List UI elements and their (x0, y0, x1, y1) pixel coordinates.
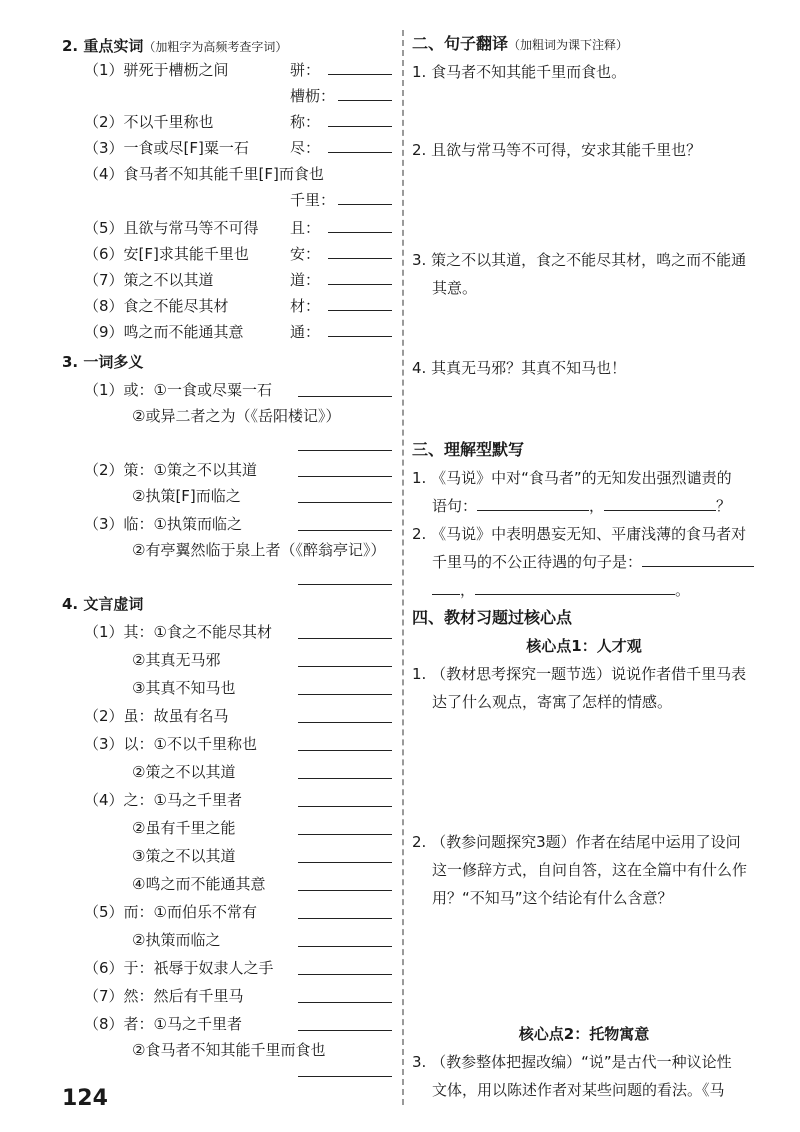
answer-blank[interactable] (298, 862, 392, 863)
answer-blank[interactable] (298, 638, 392, 639)
right-section-2-heading: 二、句子翻译（加粗词为课下注释） (412, 34, 629, 53)
s2-q5: （5）且欲与常马等不可得 (84, 219, 259, 237)
s4-r15: （8）者：①马之千里者 (84, 1015, 242, 1033)
answer-blank[interactable] (338, 100, 392, 101)
answer-blank[interactable] (328, 284, 392, 285)
exercise-q3a: 3. （教参整体把握改编）“说”是古代一种议论性 (412, 1053, 732, 1071)
s2-q7: （7）策之不以其道 (84, 271, 214, 289)
exercise-q2a: 2. （教参问题探究3题）作者在结尾中运用了设问 (412, 833, 741, 851)
answer-blank[interactable] (328, 336, 392, 337)
exercise-q2c: 用？“不知马”这个结论有什么含意？ (432, 889, 673, 907)
answer-blank[interactable] (298, 834, 392, 835)
s2-q2: （2）不以千里称也 (84, 113, 214, 131)
s4-r14: （7）然：然后有千里马 (84, 987, 244, 1005)
core-point-2: 核心点2：托物寓意 (518, 1025, 650, 1043)
s4-r12: ②执策而临之 (132, 931, 221, 949)
right-section-3-heading: 三、理解型默写 (412, 440, 525, 459)
s3-r2: ②或异二者之为（《岳阳楼记》） (132, 407, 341, 425)
s2-q8: （8）食之不能尽其材 (84, 297, 229, 315)
answer-blank[interactable] (298, 778, 392, 779)
answer-blank[interactable] (432, 580, 460, 595)
dictation-q2-line: 千里马的不公正待遇的句子是： (432, 552, 754, 572)
answer-blank[interactable] (298, 750, 392, 751)
answer-blank[interactable] (298, 666, 392, 667)
s3-r5: （3）临：①执策而临之 (84, 515, 242, 533)
translate-q1: 1. 食马者不知其能千里而食也。 (412, 63, 627, 81)
right-section-4-heading: 四、教材习题过核心点 (412, 608, 573, 627)
exercise-q3b: 文体，用以陈述作者对某些问题的看法。《马 (432, 1081, 725, 1099)
s4-r1: （1）其：①食之不能尽其材 (84, 623, 272, 641)
answer-blank[interactable] (475, 580, 675, 595)
s2-q9: （9）鸣之而不能通其意 (84, 323, 244, 341)
s3-r4: ②执策[F]而临之 (132, 487, 241, 505)
answer-blank[interactable] (298, 806, 392, 807)
answer-blank[interactable] (298, 946, 392, 947)
answer-blank[interactable] (604, 496, 716, 511)
answer-blank[interactable] (298, 1030, 392, 1031)
exercise-q1a: 1. （教材思考探究一题节选）说说作者借千里马表 (412, 665, 747, 683)
s2-q3: （3）一食或尽[F]粟一石 (84, 139, 249, 157)
core-point-1: 核心点1：人才观 (526, 637, 642, 655)
s4-r5: （3）以：①不以千里称也 (84, 735, 257, 753)
translate-q4: 4. 其真无马邪？其真不知马也！ (412, 359, 627, 377)
s2-q1: （1）骈死于槽枥之间 (84, 61, 229, 79)
answer-blank[interactable] (642, 552, 754, 567)
s2-k8: 材： (290, 297, 321, 315)
s4-r7: （4）之：①马之千里者 (84, 791, 242, 809)
answer-blank[interactable] (298, 584, 392, 585)
translate-q2: 2. 且欲与常马等不可得，安求其能千里也？ (412, 141, 702, 159)
s3-r1: （1）或：①一食或尽粟一石 (84, 381, 272, 399)
s2-k1b: 槽枥： (290, 87, 336, 105)
answer-blank[interactable] (298, 890, 392, 891)
column-divider (402, 30, 404, 1105)
translate-q3a: 3. 策之不以其道，食之不能尽其材，鸣之而不能通 (412, 251, 747, 269)
s4-r2: ②其真无马邪 (132, 651, 221, 669)
s4-r16: ②食马者不知其能千里而食也 (132, 1041, 326, 1059)
translate-q3b: 其意。 (432, 279, 478, 297)
answer-blank[interactable] (338, 204, 392, 205)
exercise-q2b: 这一修辞方式，自问自答，这在全篇中有什么作 (432, 861, 748, 879)
s4-r4: （2）虽：故虽有名马 (84, 707, 229, 725)
s4-r11: （5）而：①而伯乐不常有 (84, 903, 257, 921)
answer-blank[interactable] (298, 918, 392, 919)
answer-blank[interactable] (298, 450, 392, 451)
answer-blank[interactable] (328, 74, 392, 75)
answer-blank[interactable] (328, 126, 392, 127)
answer-blank[interactable] (477, 496, 589, 511)
s3-r3: （2）策：①策之不以其道 (84, 461, 257, 479)
answer-blank[interactable] (298, 1002, 392, 1003)
s2-q4: （4）食马者不知其能千里[F]而食也 (84, 165, 324, 183)
answer-blank[interactable] (328, 232, 392, 233)
s4-r8: ②虽有千里之能 (132, 819, 236, 837)
answer-blank[interactable] (298, 476, 392, 477)
s4-r6: ②策之不以其道 (132, 763, 236, 781)
dictation-q1-line: 语句： ， ？ (432, 497, 732, 515)
s2-k2: 称： (290, 113, 321, 131)
s2-k9: 通： (290, 323, 321, 341)
exercise-q1b: 达了什么观点，寄寓了怎样的情感。 (432, 693, 673, 711)
s2-k3: 尽： (290, 139, 321, 157)
answer-blank[interactable] (328, 152, 392, 153)
dictation-q2a: 2. 《马说》中表明愚妄无知、平庸浅薄的食马者对 (412, 525, 747, 543)
s2-q6: （6）安[F]求其能千里也 (84, 245, 249, 263)
section-4-heading: 4. 文言虚词 (62, 595, 144, 613)
section-3-heading: 3. 一词多义 (62, 353, 144, 371)
answer-blank[interactable] (298, 502, 392, 503)
s2-k4: 千里： (290, 191, 336, 209)
s3-r6: ②有亭翼然临于泉上者（《醉翁亭记》） (132, 541, 386, 559)
answer-blank[interactable] (328, 310, 392, 311)
answer-blank[interactable] (298, 694, 392, 695)
s2-k6: 安： (290, 245, 321, 263)
s4-r3: ③其真不知马也 (132, 679, 236, 697)
s4-r13: （6）于：祇辱于奴隶人之手 (84, 959, 274, 977)
answer-blank[interactable] (298, 396, 392, 397)
section-2-heading: 2. 重点实词（加粗字为高频考查字词） (62, 37, 288, 55)
s2-k5: 且： (290, 219, 321, 237)
page-number: 124 (62, 1086, 108, 1111)
answer-blank[interactable] (298, 1076, 392, 1077)
answer-blank[interactable] (298, 530, 392, 531)
dictation-q1a: 1. 《马说》中对“食马者”的无知发出强烈谴责的 (412, 469, 732, 487)
answer-blank[interactable] (298, 974, 392, 975)
dictation-q2-line2: ， 。 (432, 580, 690, 600)
answer-blank[interactable] (328, 258, 392, 259)
s2-k1: 骈： (290, 61, 321, 79)
s4-r9: ③策之不以其道 (132, 847, 236, 865)
s2-k7: 道： (290, 271, 321, 289)
s4-r10: ④鸣之而不能通其意 (132, 875, 266, 893)
answer-blank[interactable] (298, 722, 392, 723)
